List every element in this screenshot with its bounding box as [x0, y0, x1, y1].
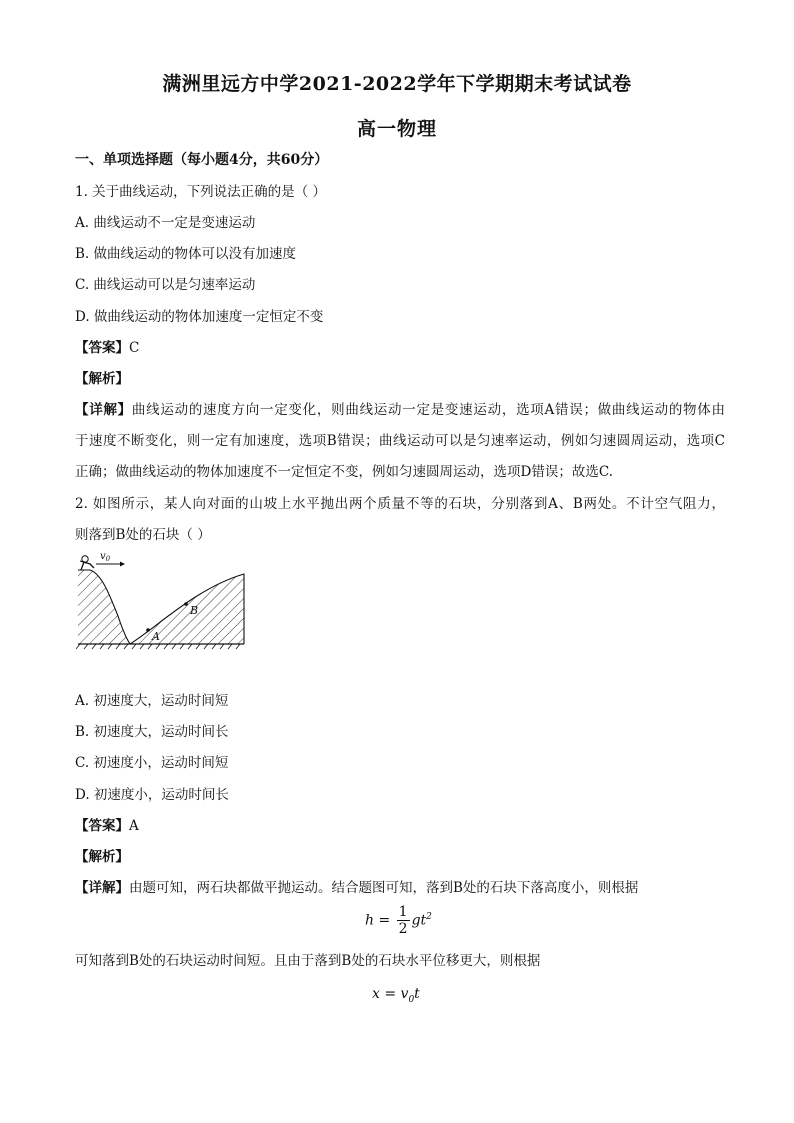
q2-option-c: C. 初速度小，运动时间短: [75, 755, 229, 771]
exam-subject: 高一物理: [356, 118, 437, 140]
q2-stem-line-2: 则落到B处的石块（ ）: [75, 527, 211, 543]
q2-option-d: D. 初速度小，运动时间长: [75, 787, 229, 803]
q1-option-d: D. 做曲线运动的物体加速度一定恒定不变: [75, 309, 324, 325]
q1-stem: 1. 关于曲线运动，下列说法正确的是（ ）: [75, 184, 326, 200]
section-heading: 一、单项选择题（每小题4分，共60分）: [75, 152, 329, 168]
formula-rhs: gt: [411, 912, 427, 929]
velocity-label: $v_0$: [100, 551, 111, 563]
q2-stem-line-1: 2. 如图所示，某人向对面的山坡上水平抛出两个质量不等的石块，分别落到A、B两处。不计空气阻力，: [75, 496, 725, 512]
point-a-dot: [146, 628, 150, 632]
answer-value: C: [129, 340, 140, 356]
q2-option-a: A. 初速度大，运动时间短: [75, 693, 229, 709]
q2-analysis-tag: 【解析】: [75, 849, 129, 865]
answer-value: A: [129, 818, 139, 834]
q1-detail-line-1: [75, 400, 725, 420]
formula-horizontal: [372, 986, 420, 1005]
q2-option-b: B. 初速度大，运动时间长: [75, 724, 229, 740]
q2-answer: [75, 816, 725, 836]
detail-tag: 【详解】: [75, 880, 129, 896]
point-b-dot: [184, 602, 188, 606]
q1-detail-line-3: 正确；做曲线运动的物体加速度不一定恒定不变，例如匀速圆周运动，选项D错误；故选C.: [75, 464, 613, 480]
fraction-denominator: 2: [398, 921, 408, 937]
formula-subscript: 0: [408, 994, 415, 1005]
point-b-label: B: [190, 604, 199, 617]
formula-free-fall: [365, 904, 432, 937]
formula-exponent: 2: [426, 911, 432, 922]
q1-option-a: A. 曲线运动不一定是变速运动: [75, 215, 256, 231]
ground-hatch: [76, 644, 240, 649]
thrower-figure: [80, 556, 94, 570]
right-slope: [130, 574, 244, 644]
q2-detail-line-1: [75, 878, 725, 898]
answer-tag: 【答案】: [75, 340, 129, 356]
answer-tag: 【答案】: [75, 818, 129, 834]
detail-tag: 【详解】: [75, 402, 132, 418]
formula-lhs: h =: [365, 912, 391, 929]
slope-throw-figure: [76, 548, 248, 652]
left-cliff: [78, 570, 130, 644]
q2-detail-line-2: 可知落到B处的石块运动时间短。且由于落到B处的石块水平位移更大，则根据: [75, 953, 541, 969]
detail-text: 曲线运动的速度方向一定变化，则曲线运动一定是变速运动，选项A错误；做曲线运动的物体由: [131, 402, 726, 418]
fraction-half: [397, 904, 410, 937]
formula-rhs: t: [414, 986, 420, 1002]
q1-analysis-tag: 【解析】: [75, 371, 129, 387]
detail-text: 由题可知，两石块都做平抛运动。结合题图可知，落到B处的石块下落高度小，则根据: [129, 880, 639, 896]
arrow-head: [120, 562, 125, 567]
exam-title: 满洲里远方中学2021-2022学年下学期期末考试试卷: [162, 73, 632, 95]
formula-lhs: x = v: [372, 986, 409, 1002]
fraction-numerator: 1: [398, 904, 408, 920]
q1-option-b: B. 做曲线运动的物体可以没有加速度: [75, 246, 297, 262]
q1-answer: [75, 338, 725, 358]
q1-option-c: C. 曲线运动可以是匀速率运动: [75, 277, 256, 293]
q1-detail-line-2: 于速度不断变化，则一定有加速度，选项B错误；曲线运动可以是匀速率运动，例如匀速圆周运动，选项C: [75, 433, 725, 449]
point-a-label: A: [152, 630, 160, 643]
